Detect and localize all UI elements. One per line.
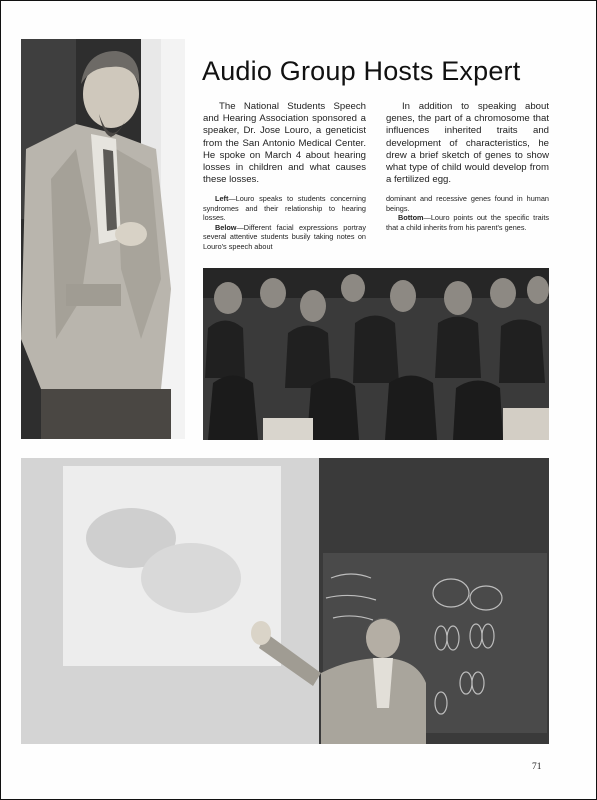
body-column-1: The National Students Speech and Hearing Association sponsored a speaker, Dr. Jose Louro, a geneticist from the San Antonio Medical Center. He spoke on March 4 about hearing losses in children and what causes these losses. (203, 101, 366, 186)
article-title: Audio Group Hosts Expert (202, 56, 521, 86)
page-number: 71 (532, 762, 542, 772)
caption-bottom-text: —Louro points out the specific traits that a child inherits from his parent's genes. (386, 213, 549, 232)
caption-below-text: —Different facial expressions portray several attentive students busily taking notes on Louro's speech about (203, 222, 366, 251)
caption-below-lead: Below (215, 222, 237, 232)
speaker-photo (21, 39, 185, 439)
caption-column-2 (386, 194, 549, 232)
caption-left (203, 194, 366, 223)
caption-left-lead: Left (215, 194, 229, 203)
body-column-2: In addition to speaking about genes, the part of a chromosome that influences inherited traits and development of characteristics, he drew a brief sketch of genes to show what type of child would develop from a fertilized egg. (386, 101, 549, 186)
lecture-photo (21, 458, 549, 744)
caption-below (203, 223, 366, 252)
caption-column-1 (203, 194, 366, 252)
audience-photo (203, 268, 549, 440)
caption-bottom (386, 213, 549, 232)
caption-below-continued: dominant and recessive genes found in human beings. (386, 194, 549, 213)
caption-bottom-lead: Bottom (398, 213, 424, 223)
caption-left-text: —Louro speaks to students concerning syndromes and their relationship to hearing losses. (203, 194, 366, 223)
